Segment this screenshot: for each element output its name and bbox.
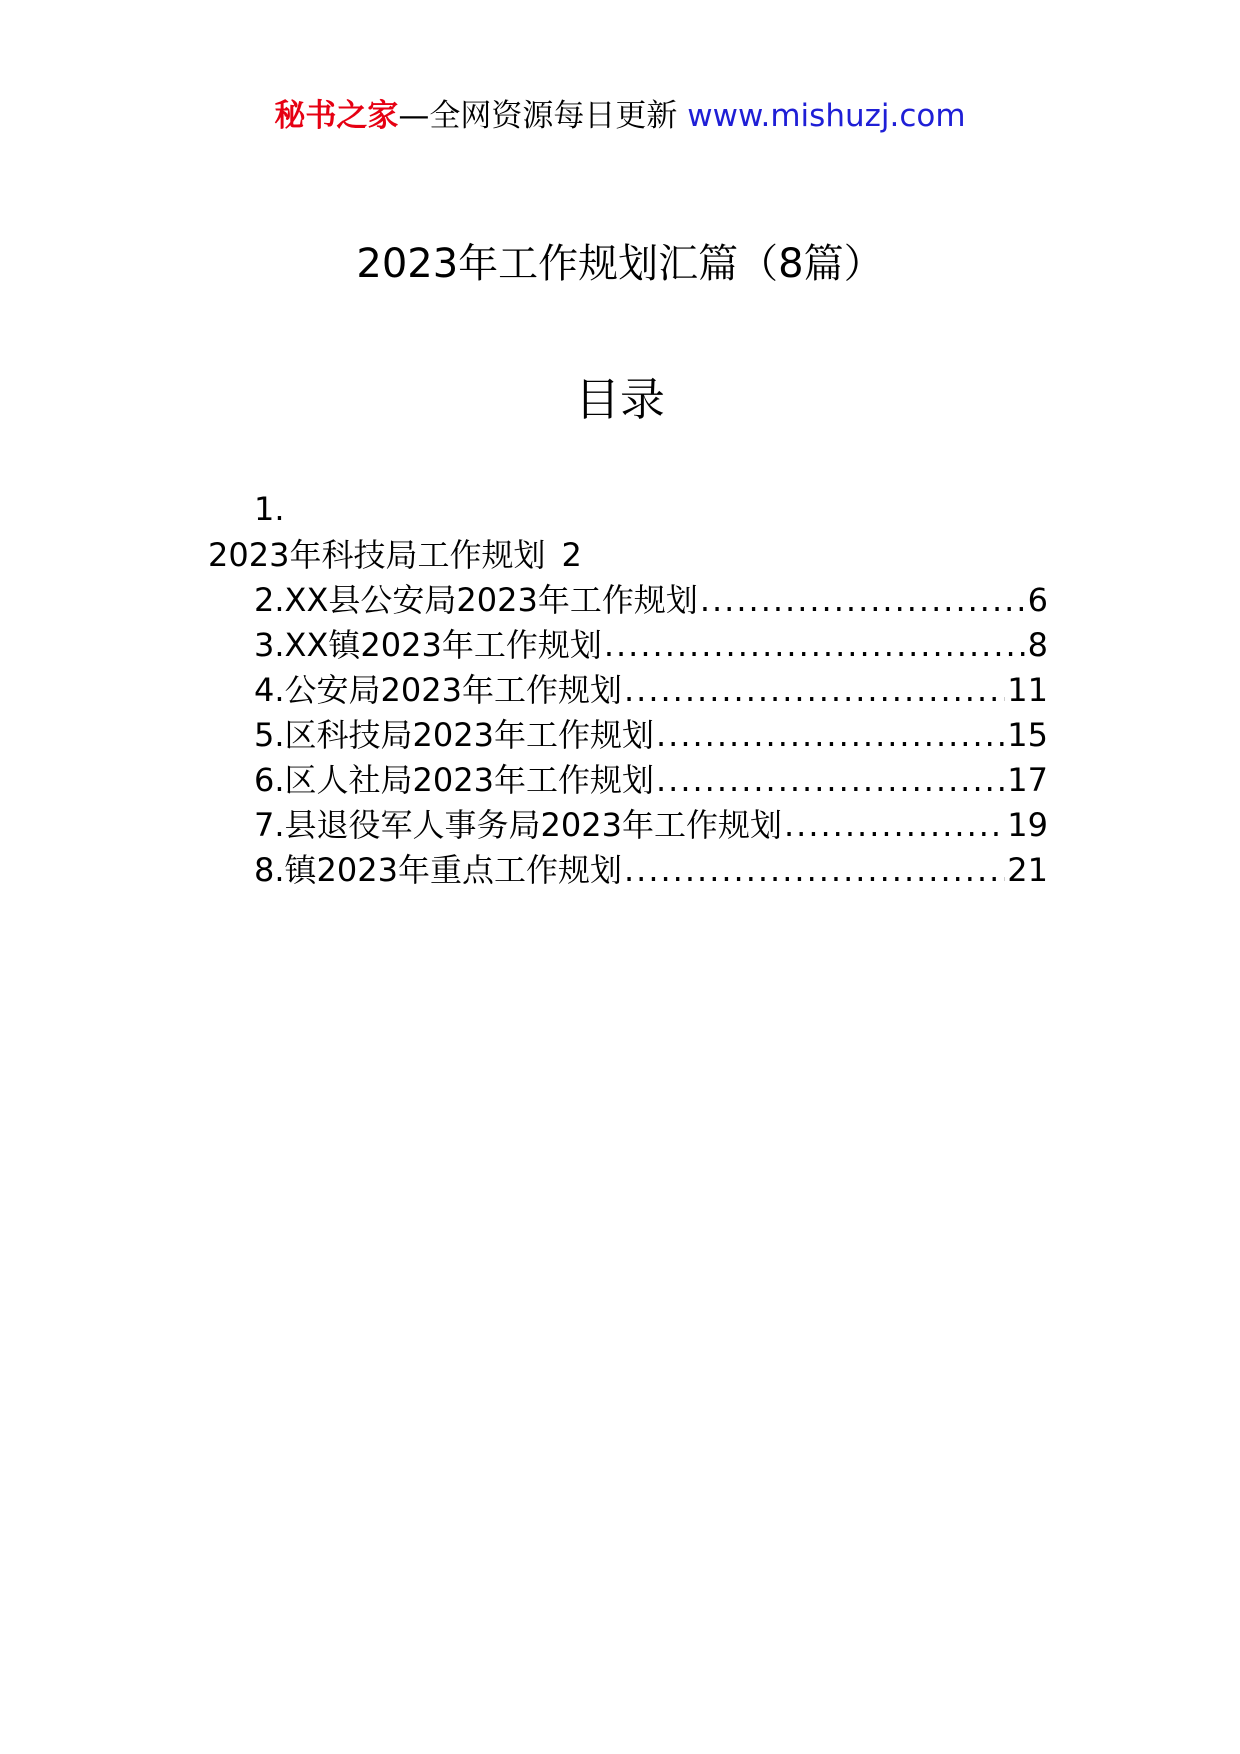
toc-item-page: 15 bbox=[1007, 716, 1048, 754]
toc-item-page: 6 bbox=[1027, 581, 1048, 619]
toc-item-title: 3.XX镇2023年工作规划 bbox=[254, 626, 602, 664]
toc-item-3[interactable] bbox=[208, 623, 1048, 668]
site-header bbox=[0, 96, 1240, 136]
toc-item-title: 4.公安局2023年工作规划 bbox=[254, 671, 622, 709]
toc-heading: 目录 bbox=[574, 373, 665, 426]
dot-leader bbox=[624, 848, 1005, 893]
dot-leader bbox=[656, 713, 1005, 758]
toc-item-1-page: 2 bbox=[561, 536, 582, 574]
site-url-link[interactable]: www.mishuzj.com bbox=[687, 98, 966, 134]
toc-item-4[interactable] bbox=[208, 668, 1048, 713]
header-slogan: —全网资源每日更新 bbox=[398, 98, 678, 134]
toc-item-page: 8 bbox=[1027, 626, 1048, 664]
dot-leader bbox=[784, 803, 1005, 848]
dot-leader bbox=[624, 668, 1005, 713]
table-of-contents bbox=[208, 486, 1048, 893]
toc-item-title: 5.区科技局2023年工作规划 bbox=[254, 716, 654, 754]
toc-item-title: 2.XX县公安局2023年工作规划 bbox=[254, 581, 698, 619]
toc-item-6[interactable] bbox=[208, 758, 1048, 803]
toc-item-title: 8.镇2023年重点工作规划 bbox=[254, 851, 622, 889]
toc-item-7[interactable] bbox=[208, 803, 1048, 848]
document-title: 2023年工作规划汇篇（8篇） bbox=[356, 241, 884, 287]
dot-leader bbox=[656, 758, 1005, 803]
brand-name: 秘书之家 bbox=[274, 98, 399, 134]
dot-leader bbox=[604, 623, 1026, 668]
toc-item-page: 21 bbox=[1007, 851, 1048, 889]
toc-item-page: 19 bbox=[1007, 806, 1048, 844]
toc-item-title: 6.区人社局2023年工作规划 bbox=[254, 761, 654, 799]
toc-item-8[interactable] bbox=[208, 848, 1048, 893]
toc-item-2[interactable] bbox=[208, 578, 1048, 623]
toc-item-1-number: 1. bbox=[254, 490, 285, 528]
toc-item-title: 7.县退役军人事务局2023年工作规划 bbox=[254, 806, 782, 844]
toc-item-1-title: 2023年科技局工作规划 bbox=[208, 536, 546, 574]
toc-item-page: 11 bbox=[1007, 671, 1048, 709]
dot-leader bbox=[700, 578, 1026, 623]
toc-item-page: 17 bbox=[1007, 761, 1048, 799]
toc-item-5[interactable] bbox=[208, 713, 1048, 758]
toc-item-1[interactable] bbox=[208, 532, 1048, 578]
